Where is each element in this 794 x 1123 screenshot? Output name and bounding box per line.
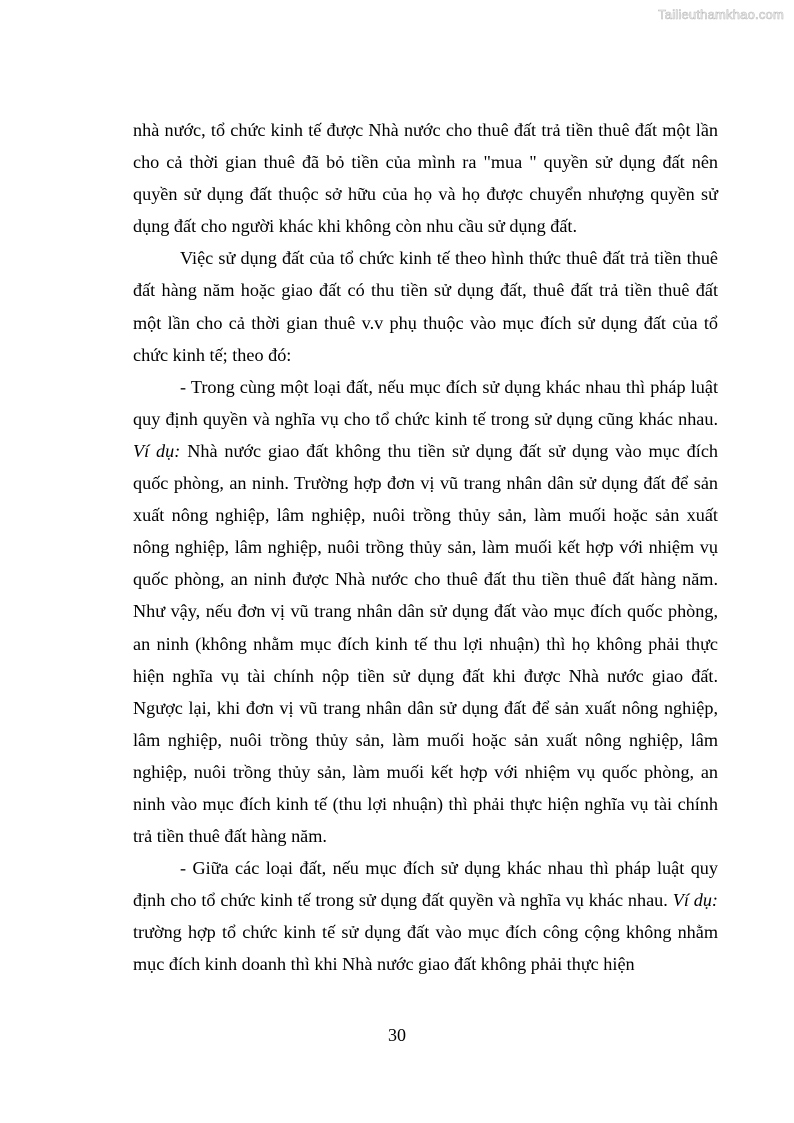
paragraph — [133, 114, 718, 242]
paragraph — [133, 852, 718, 980]
document-body — [133, 114, 718, 981]
example-label: Ví dụ: — [133, 440, 181, 461]
paragraph-text: Việc sử dụng đất của tổ chức kinh tế theo hình thức thuê đất trả tiền thuê đất hàng năm hoặc giao đất có thu tiền sử dụng đất, thuê đất trả tiền thuê đất một lần cho cả thời gian thuê v.v phụ thuộc vào mục đích sử dụng đất của tổ chức kinh tế; theo đó: — [133, 248, 718, 365]
paragraph-text: - Trong cùng một loại đất, nếu mục đích sử dụng khác nhau thì pháp luật quy định quyền và nghĩa vụ cho tổ chức kinh tế trong sử dụng cũng khác nhau. — [133, 376, 718, 429]
paragraph-text: nhà nước, tổ chức kinh tế được Nhà nước cho thuê đất trả tiền thuê đất một lần cho cả thời gian thuê đã bỏ tiền của mình ra "mua " quyền sử dụng đất nên quyền sử dụng đất thuộc sở hữu của họ và họ được chuyển nhượng quyền sử dụng đất cho người khác khi không còn nhu cầu sử dụng đất. — [133, 120, 718, 237]
watermark-text: Tailieuthamkhao.com — [658, 7, 784, 22]
paragraph-text: - Giữa các loại đất, nếu mục đích sử dụng khác nhau thì pháp luật quy định cho tổ chức kinh tế trong sử dụng đất quyền và nghĩa vụ khác nhau. — [133, 858, 718, 911]
page-number: 30 — [388, 1025, 406, 1045]
paragraph-text: Nhà nước giao đất không thu tiền sử dụng đất sử dụng vào mục đích quốc phòng, an ninh. Trường hợp đơn vị vũ trang nhân dân sử dụng đất để sản xuất nông nghiệp, lâm nghiệp, nuôi trồng thủy sản, làm muối hoặc sản xuất nông nghiệp, lâm nghiệp, nuôi trồng thủy sản, làm muối kết hợp với nhiệm vụ quốc phòng, an ninh được Nhà nước cho thuê đất thu tiền thuê đất hàng năm. Như vậy, nếu đơn vị vũ trang nhân dân sử dụng đất vào mục đích quốc phòng, an ninh (không nhằm mục đích kinh tế thu lợi nhuận) thì họ không phải thực hiện nghĩa vụ tài chính nộp tiền sử dụng đất khi được Nhà nước giao đất. Ngược lại, khi đơn vị vũ trang nhân dân sử dụng đất để sản xuất nông nghiệp, lâm nghiệp, nuôi trồng thủy sản, làm muối hoặc sản xuất nông nghiệp, lâm nghiệp, nuôi trồng thủy sản, làm muối kết hợp với nhiệm vụ quốc phòng, an ninh vào mục đích kinh tế (thu lợi nhuận) thì phải thực hiện nghĩa vụ tài chính trả tiền thuê đất hàng năm. — [133, 440, 718, 847]
example-label: Ví dụ: — [672, 890, 718, 911]
paragraph-text: trường hợp tổ chức kinh tế sử dụng đất vào mục đích công cộng không nhằm mục đích kinh doanh thì khi Nhà nước giao đất không phải thực hiện — [133, 922, 718, 975]
paragraph — [133, 371, 718, 852]
paragraph — [133, 242, 718, 370]
